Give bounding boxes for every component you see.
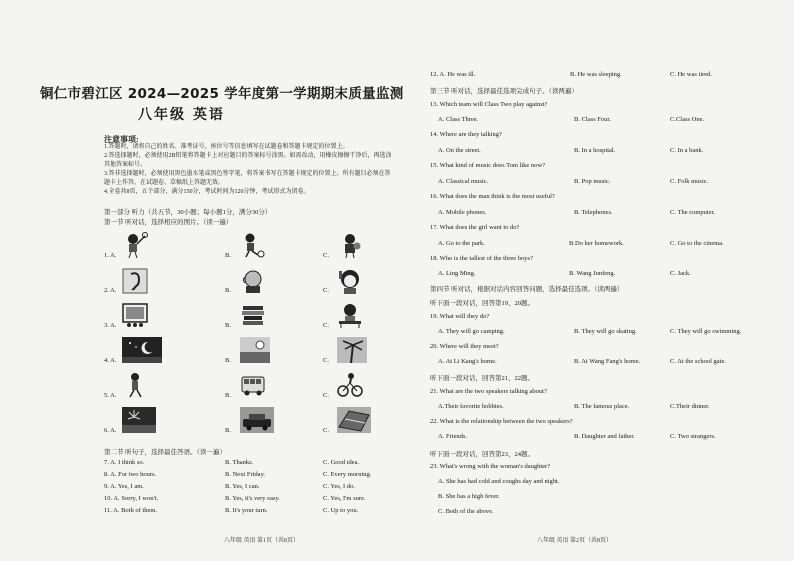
option-b-label: B. xyxy=(225,287,231,294)
notice-item: 1.答题时，请将自己的姓名、准考证号、座位号等信息填写在试题卷和答题卡规定的位置上。 xyxy=(104,144,349,150)
city-map-icon xyxy=(337,407,371,433)
option-c: C. Go to the cinema. xyxy=(670,240,724,247)
option-a: 10. A. Sorry, I won't. xyxy=(104,495,159,502)
question-text: 13. Which team will Class Two play against? xyxy=(430,101,548,108)
option-c: C. At the school gate. xyxy=(670,358,726,365)
option-b: B. Telephones. xyxy=(574,209,613,216)
option-b: B. Wang Junfeng. xyxy=(569,270,616,277)
option-b: B. The famous place. xyxy=(574,403,630,410)
option-c: C. Good idea. xyxy=(323,459,360,466)
option-b: B.Do her homework. xyxy=(569,240,624,247)
option-b: B. Pop music. xyxy=(574,178,611,185)
listening-intro: 听下面一段对话，回答第19、20题。 xyxy=(430,300,534,307)
section2-heading: 第二节 听句子，选择最佳答语。（读一遍） xyxy=(104,449,226,456)
movie-screen-icon xyxy=(122,302,148,328)
walking-boy-icon xyxy=(122,372,148,398)
question-text: 16. What does the man think is the most useful? xyxy=(430,193,555,200)
option-a: A. Friends. xyxy=(438,433,468,440)
option-b: B. Yes, I can. xyxy=(225,483,260,490)
option-c: C. Folk music. xyxy=(670,178,709,185)
option-a: A. Ling Ming. xyxy=(438,270,476,277)
option-b: B. Class Four. xyxy=(574,116,611,123)
notice-item: 3.答非选择题时，必须使用黑色墨水笔或黑色签字笔，将答案书写在答题卡规定的位置上。所有题目必须在答题卡上作答，在试题卷、草稿纸上答题无效。 xyxy=(104,171,391,186)
question-number: 4. A. xyxy=(104,357,117,364)
option-c-label: C. xyxy=(323,252,329,259)
option-c-label: C. xyxy=(323,427,329,434)
option-a: A. Classical music. xyxy=(438,178,489,185)
part1-heading: 第一部分 听力（共五节，30小题；每小题1分，满分30分） xyxy=(104,209,272,216)
option-b: B. He was sleeping. xyxy=(570,71,622,78)
toothache-icon xyxy=(240,268,266,294)
option-c-label: C. xyxy=(323,287,329,294)
option-a: 9. A. Yes, I am. xyxy=(104,483,144,490)
option-c-label: C. xyxy=(323,322,329,329)
notice-list xyxy=(104,143,394,197)
option-a: A. At Li Kang's home. xyxy=(438,358,497,365)
option-c: C. Jack. xyxy=(670,270,691,277)
option-c: C. Two strangers. xyxy=(670,433,716,440)
ear-icon xyxy=(122,268,148,294)
option-a: A. Go to the park. xyxy=(438,240,485,247)
night-moon-icon xyxy=(122,337,162,363)
option-a: A. On the street. xyxy=(438,147,481,154)
question-text: 14. Where are they talking? xyxy=(430,131,502,138)
cyclist-icon xyxy=(337,372,363,398)
option-c: C.Their dinner. xyxy=(670,403,710,410)
fireworks-icon xyxy=(122,407,156,433)
option-c: C. He was tired. xyxy=(670,71,713,78)
option-c: C. In a bank. xyxy=(670,147,704,154)
section1-heading: 第一节 听对话，选择相应的图片。（读一遍） xyxy=(104,219,233,226)
option-b: B. Yes, it's very easy. xyxy=(225,495,280,502)
question-text: 22. What is the relationship between the two speakers? xyxy=(430,418,573,425)
option-b-label: B. xyxy=(225,357,231,364)
option-b: B. Next Friday. xyxy=(225,471,266,478)
question-number: 3. A. xyxy=(104,322,117,329)
section4-heading: 第四节 听对话，根据对话内容回答问题，选择最佳选项。（读两遍） xyxy=(430,286,624,293)
girl-tennis-icon xyxy=(122,232,148,258)
listening-intro: 听下面一段对话，回答第23、24题。 xyxy=(430,451,534,458)
question-number: 1. A. xyxy=(104,252,117,259)
exam-title: 铜仁市碧江区 2024—2025 学年度第一学期期末质量监测 xyxy=(40,86,404,102)
student-desk-icon xyxy=(337,302,363,328)
option-c: C. The computer. xyxy=(670,209,716,216)
option-c: C. Up to you. xyxy=(323,507,359,514)
palm-tree-icon xyxy=(337,337,367,363)
option-a: A. Mobile phones. xyxy=(438,209,487,216)
option-b-label: B. xyxy=(225,392,231,399)
girl-fever-icon xyxy=(337,268,363,294)
question-text: 15. What kind of music does Tom like now? xyxy=(430,162,546,169)
question-number: 2. A. xyxy=(104,287,117,294)
afternoon-sun-icon xyxy=(240,337,270,363)
question-number: 5. A. xyxy=(104,392,117,399)
option-c: C. They will go swimming. xyxy=(670,328,742,335)
option-a: A.Their favorite hobbies. xyxy=(438,403,504,410)
option-b-label: B. xyxy=(225,427,231,434)
page-footer: 八年级 英语 第1页（共8页） xyxy=(224,538,300,544)
option-c-label: C. xyxy=(323,392,329,399)
question-number: 6. A. xyxy=(104,427,117,434)
question-text: 19. What will they do? xyxy=(430,313,490,320)
section3-heading: 第三节 听对话，选择最佳选项完成句子。（读两遍） xyxy=(430,88,578,95)
option-a: 12. A. He was ill. xyxy=(430,71,476,78)
question-text: 21. What are the two speakers talking about? xyxy=(430,388,547,395)
notice-item: 4.全卷共8页，五个部分，满分150分，考试时间为120分钟，考试形式为闭卷。 xyxy=(104,189,310,195)
option-b: B. Thanks. xyxy=(225,459,254,466)
page-footer: 八年级 英语 第2页（共8页） xyxy=(537,538,613,544)
option-c: C. Yes, I'm sure. xyxy=(323,495,366,502)
option-a: 11. A. Both of them. xyxy=(104,507,158,514)
question-text: 17. What does the girl want to do? xyxy=(430,224,520,231)
option-c: C. Both of the above. xyxy=(438,508,494,515)
option-b: B. At Wang Fang's home. xyxy=(574,358,641,365)
notice-item: 2.答选择题时，必须使用2B铅笔将答题卡上对应题目的答案标号涂黑。如需改动，用橡皮擦擦干净后，再选涂其他答案标号。 xyxy=(104,153,392,168)
option-b: B. In a hospital. xyxy=(574,147,616,154)
question-text: 18. Who is the tallest of the three boys? xyxy=(430,255,533,262)
option-a: A. Class Three. xyxy=(438,116,479,123)
bus-icon xyxy=(240,372,266,398)
option-b: B. They will go skating. xyxy=(574,328,637,335)
exam-page-2 xyxy=(397,0,794,561)
exam-subtitle: 八年级 英语 xyxy=(138,107,225,123)
question-text: 20. Where will they meet? xyxy=(430,343,499,350)
option-c: C.Class One. xyxy=(670,116,705,123)
option-a: A. She has had cold and coughs day and night. xyxy=(438,478,560,485)
option-b-label: B. xyxy=(225,252,231,259)
option-a: 7. A. I think so. xyxy=(104,459,145,466)
option-b: B. Daughter and father. xyxy=(574,433,635,440)
boy-basketball-icon xyxy=(337,232,363,258)
option-a: A. They will go camping. xyxy=(438,328,505,335)
option-c: C. Yes, I do. xyxy=(323,483,355,490)
books-icon xyxy=(240,302,266,328)
option-a: 8. A. For two hours. xyxy=(104,471,157,478)
option-c-label: C. xyxy=(323,357,329,364)
notice-heading: 注意事项: xyxy=(104,135,139,144)
car-icon xyxy=(240,407,274,433)
question-text: 23. What's wrong with the woman's daughter? xyxy=(430,463,551,470)
boy-football-icon xyxy=(240,232,266,258)
option-b-label: B. xyxy=(225,322,231,329)
option-b: B. She has a high fever. xyxy=(438,493,500,500)
option-b: B. It's your turn. xyxy=(225,507,268,514)
option-c: C. Every morning. xyxy=(323,471,372,478)
listening-intro: 听下面一段对话，回答第21、22题。 xyxy=(430,375,534,382)
